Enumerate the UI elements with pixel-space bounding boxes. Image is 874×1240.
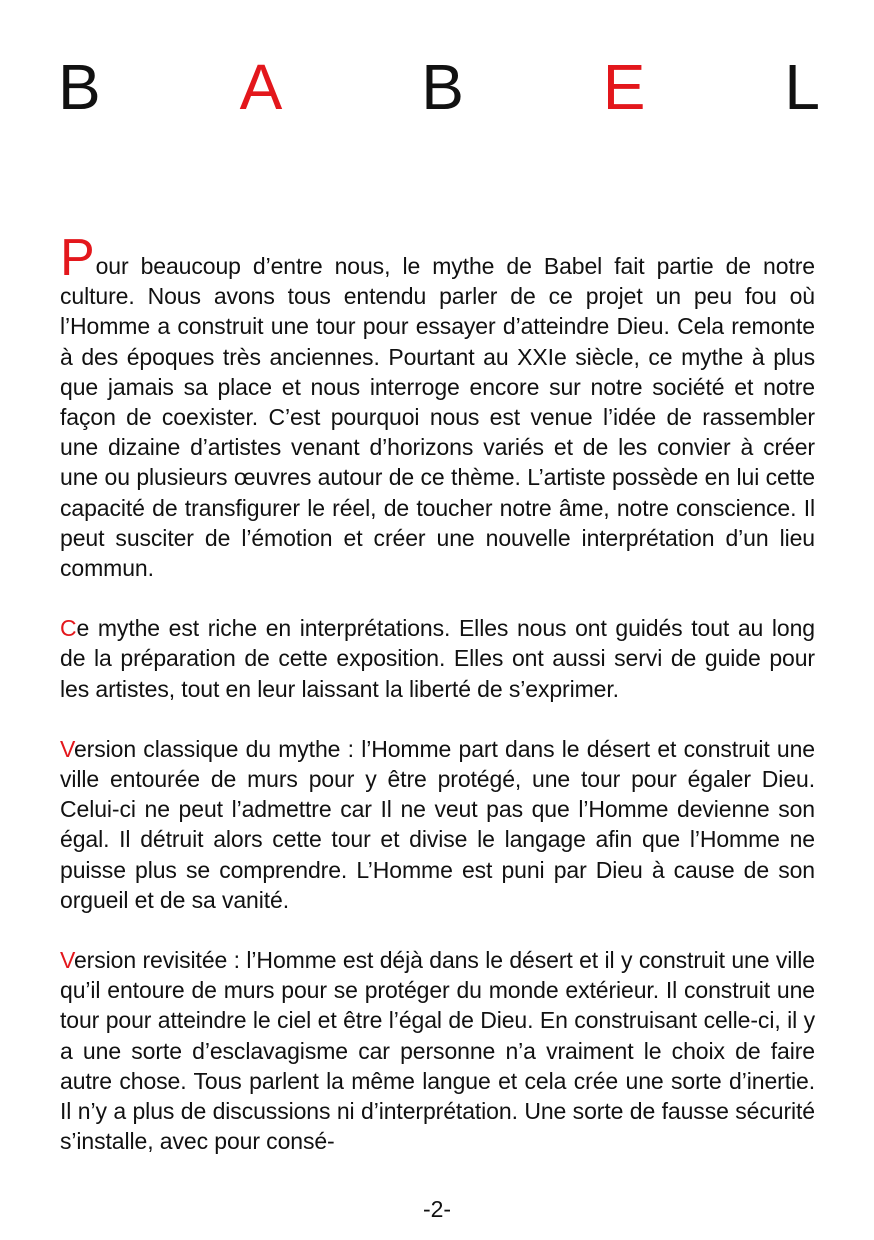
paragraph-text: our beaucoup d’entre nous, le mythe de Babel fait partie de notre culture. Nous avons tous entendu parler de ce projet un peu fou où l’Homme a construit une tour pour essayer d’atteindre Dieu. Cela remonte à des époques très anciennes. Pourtant au XXIe siècle, ce mythe à plus que jamais sa place et nous interroge encore sur notre société et notre façon de coexister. C’est pourquoi nous est venue l’idée de rassembler une dizaine d’artistes venant d’horizons variés et de les convier à créer une ou plusieurs œuvres autour de ce thème. L’artiste possède en lui cette capacité de transfigurer le réel, de toucher notre âme, notre conscience. Il peut susciter de l’émotion et créer une nouvelle interprétation d’un lieu commun. — [60, 253, 815, 582]
paragraph-text: ersion revisitée : l’Homme est déjà dans le désert et il y construit une ville qu’il entoure de murs pour se protéger du monde extérieur. Il construit une tour pour atteindre le ciel et être l’égal de Dieu. En construisant celle-ci, il y a une sorte d’esclavagisme car personne n’a vraiment le choix de faire autre chose. Tous parlent la même langue et cela crée une sorte d’inertie. Il n’y a plus de discussions ni d’interprétation. Une sorte de fausse sécurité s’installe, avec pour consé- — [60, 947, 815, 1155]
page-title — [58, 52, 820, 122]
title-letter-l: L — [784, 51, 820, 123]
paragraph-classic-version — [60, 734, 815, 915]
page-number: -2- — [422, 1196, 452, 1222]
drop-cap: P — [60, 229, 95, 287]
paragraph-revisited-version — [60, 945, 815, 1156]
paragraph-initial: C — [60, 615, 77, 642]
title-letter-b2: B — [421, 51, 464, 123]
paragraph-intro — [60, 229, 815, 583]
paragraph-interpretations — [60, 613, 815, 704]
body-text — [60, 229, 815, 1186]
title-letter-b1: B — [58, 51, 101, 123]
title-letter-e: E — [602, 51, 646, 123]
paragraph-text: ersion classique du mythe : l’Homme part dans le désert et construit une ville entourée de murs pour y être protégé, une tour pour égaler Dieu. Celui-ci ne peut l’admettre car Il ne veut pas que l’Homme devienne son égal. Il détruit alors cette tour et divise le langage afin que l’Homme ne puisse plus se comprendre. L’Homme est puni par Dieu à cause de son orgueil et de sa vanité. — [60, 735, 815, 913]
paragraph-initial: V — [60, 947, 74, 974]
title-letter-a: A — [239, 51, 283, 123]
paragraph-initial: V — [60, 735, 74, 762]
paragraph-text: e mythe est riche en interprétations. Elles nous ont guidés tout au long de la préparation de cette exposition. Elles ont aussi servi de guide pour les artistes, tout en leur laissant la liberté de s’exprimer. — [60, 615, 815, 702]
